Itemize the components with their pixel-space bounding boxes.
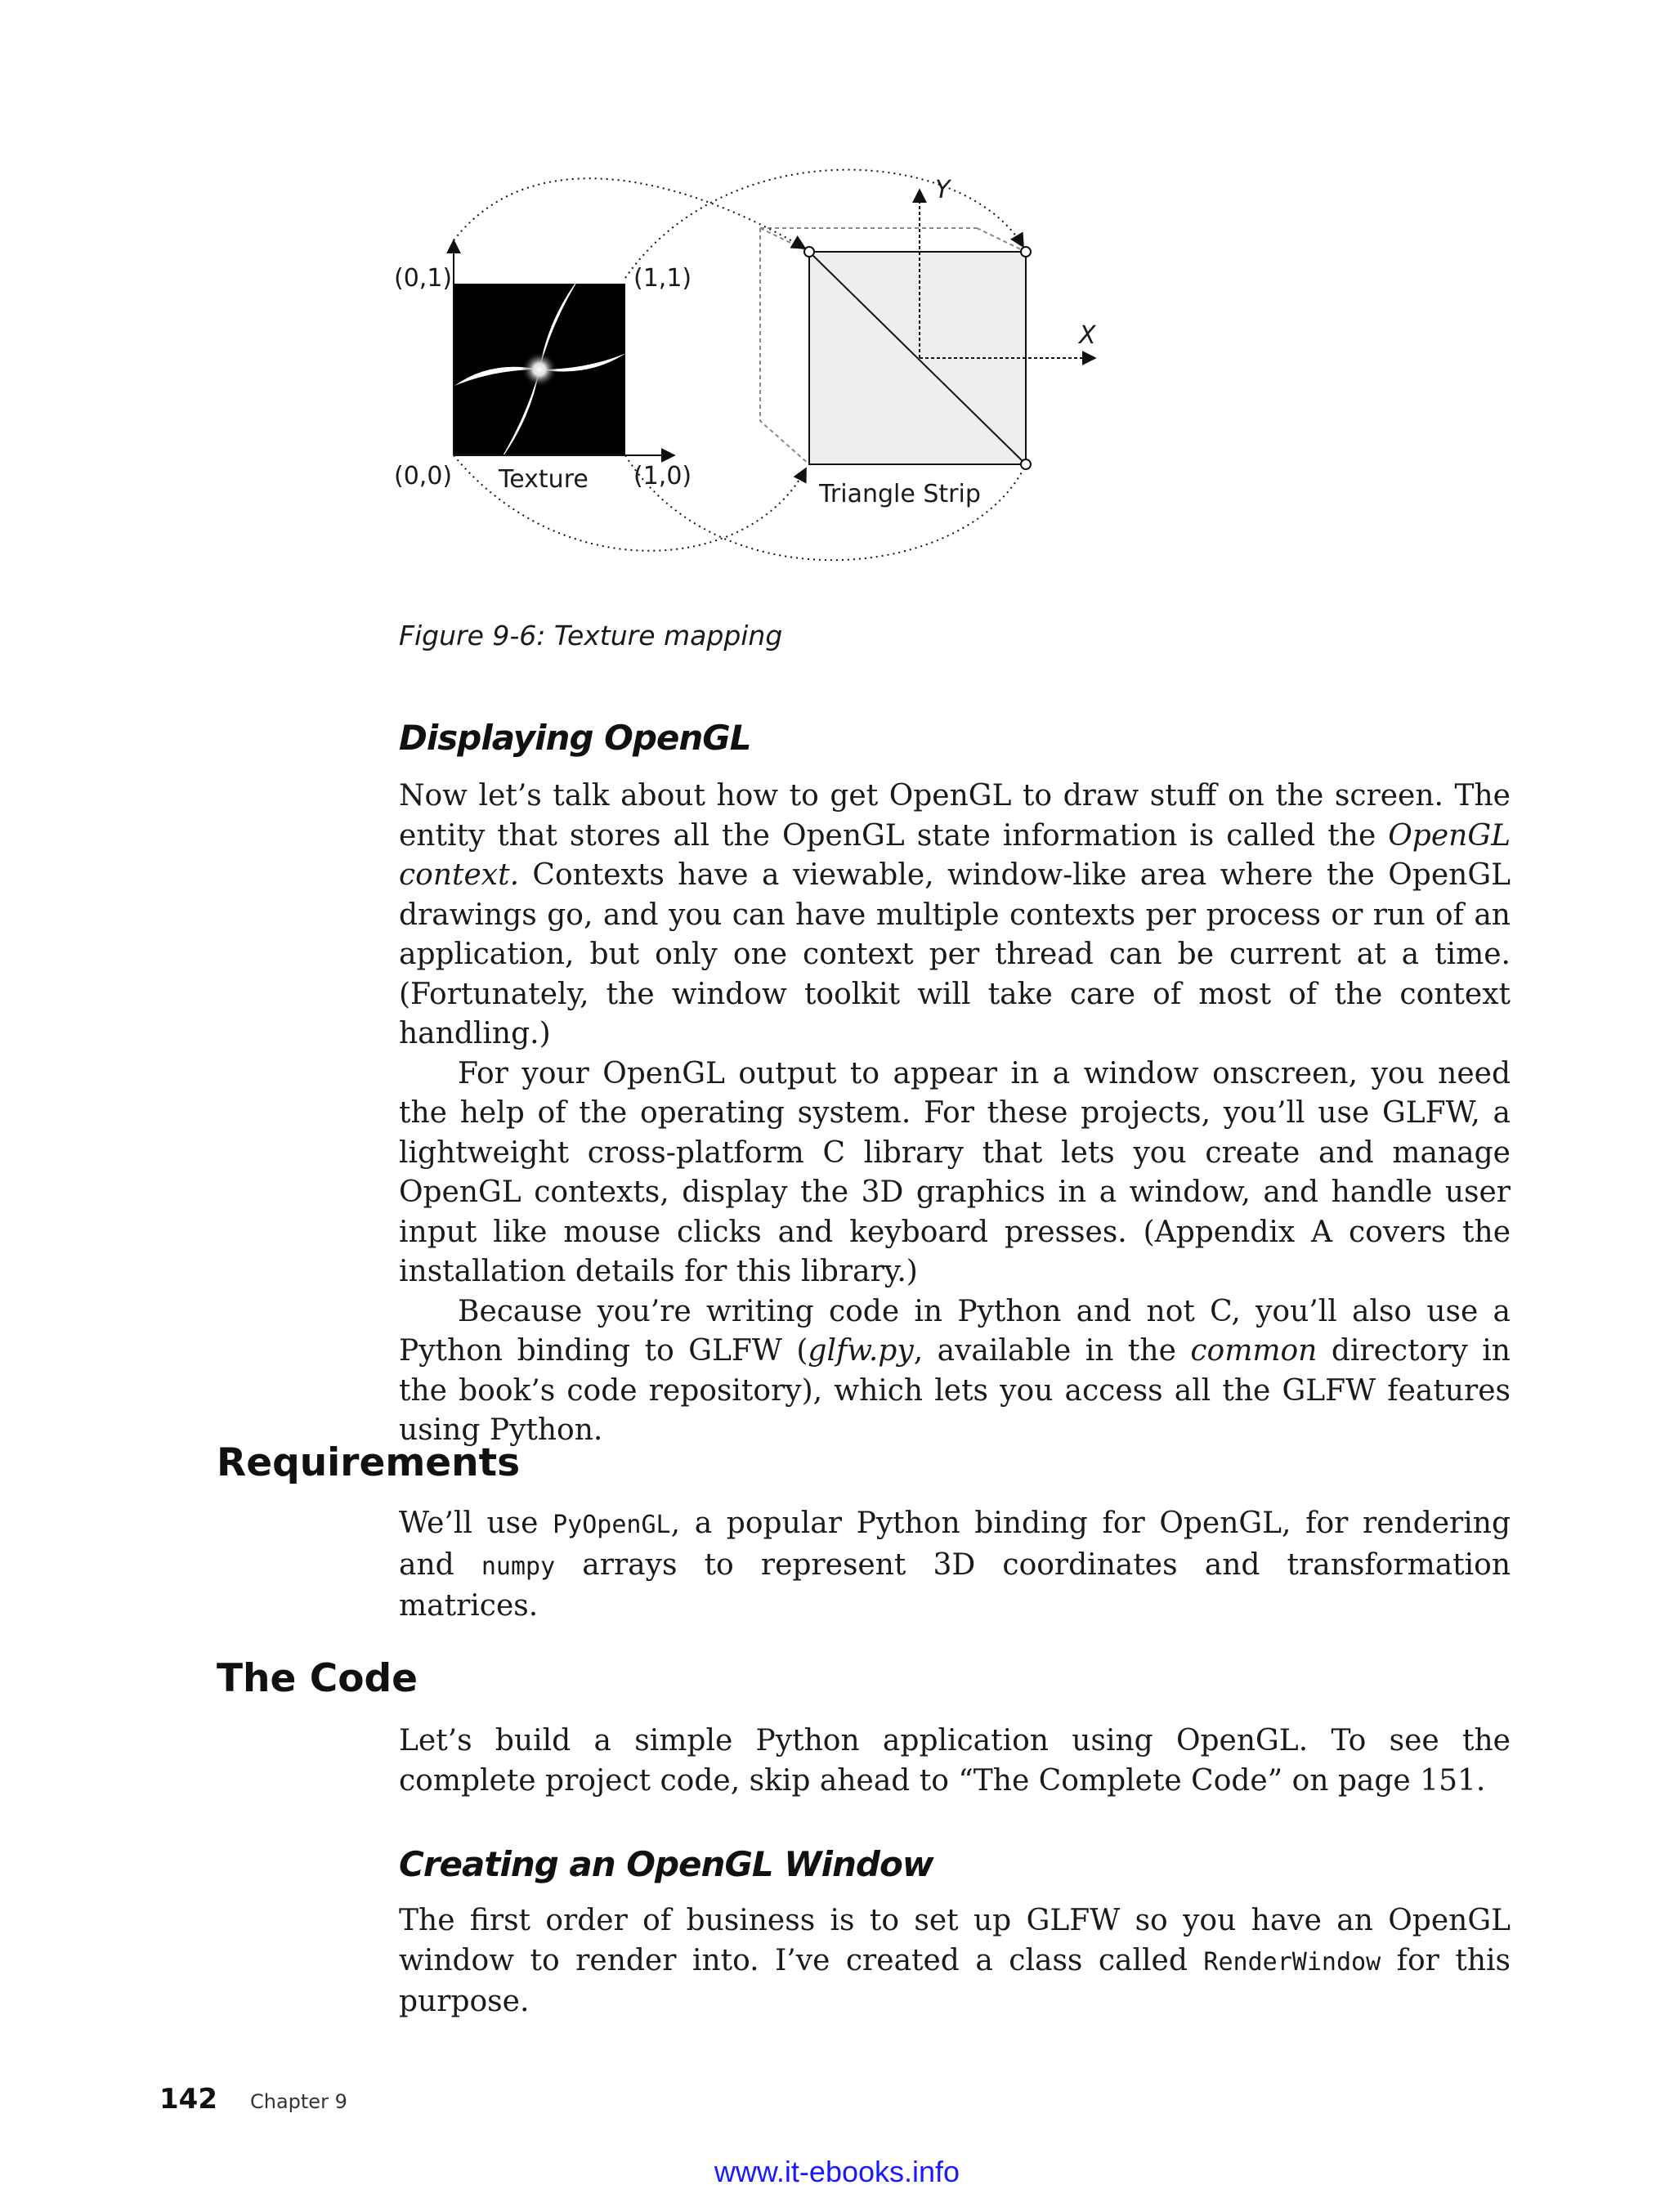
- x-axis-label: X: [1079, 321, 1096, 350]
- section-heading-creating-window: Creating an OpenGL Window: [399, 1844, 933, 1884]
- coord-bottom-left: (0,0): [394, 462, 453, 490]
- code-pyopengl: PyOpenGL: [553, 1511, 671, 1539]
- page-number: 142: [159, 2083, 217, 2116]
- paragraph: We’ll use PyOpenGL, a popular Python binding for OpenGL, for rendering and numpy arrays to represent 3D coordinates and transformation matrices.: [399, 1507, 1511, 1623]
- vertex-bottom-right: [1021, 459, 1031, 469]
- chapter-label: Chapter 9: [249, 2090, 347, 2113]
- coord-top-right: (1,1): [633, 264, 692, 293]
- vertex-top-right: [1021, 247, 1031, 257]
- code-renderwindow: RenderWindow: [1203, 1947, 1381, 1977]
- page-footer: [159, 2083, 347, 2116]
- coord-bottom-right: (1,0): [633, 462, 692, 490]
- coord-top-left: (0,1): [394, 264, 453, 293]
- figure-caption: Figure 9-6: Texture mapping: [399, 620, 783, 652]
- paragraph: Because you’re writing code in Python and not C, you’ll also use a Python binding to GLFW (glfw.py, available in the common directory in the book’s code repository), which lets you access all the GLFW features using Python.: [399, 1294, 1511, 1447]
- code-numpy: numpy: [481, 1552, 556, 1581]
- y-axis-label: Y: [935, 176, 951, 204]
- watermark-link[interactable]: www.it-ebooks.info: [714, 2155, 960, 2188]
- triangle-strip-label: Triangle Strip: [819, 480, 981, 508]
- section-heading-the-code: The Code: [217, 1656, 418, 1701]
- the-code-body: [399, 1722, 1511, 1801]
- texture-mapping-figure: [376, 155, 1112, 613]
- vertex-top-left: [804, 247, 814, 257]
- texture-square: [454, 276, 626, 463]
- texture-label: Texture: [499, 465, 589, 494]
- requirements-body: [399, 1504, 1511, 1627]
- creating-window-body: [399, 1901, 1511, 2022]
- section-heading-displaying-opengl: Displaying OpenGL: [399, 718, 751, 758]
- paragraph: Let’s build a simple Python application using OpenGL. To see the complete project code, skip ahead to “The Complete Code” on page 151.: [399, 1724, 1511, 1798]
- displaying-opengl-body: [399, 777, 1511, 1451]
- paragraph: Now let’s talk about how to get OpenGL to draw stuff on the screen. The entity that stores all the OpenGL state information is called the OpenGL context. Contexts have a viewable, window-like area where the OpenGL drawings go, and you can have multiple contexts per process or run of an application, but only one context per thread can be current at a time. (Fortunately, the window toolkit will take care of most of the context handling.): [399, 779, 1511, 1050]
- section-heading-requirements: Requirements: [217, 1440, 521, 1485]
- paragraph: For your OpenGL output to appear in a window onscreen, you need the help of the operating system. For these projects, you’ll use GLFW, a lightweight cross-platform C library that lets you create and manage OpenGL contexts, display the 3D graphics in a window, and handle user input like mouse clicks and keyboard presses. (Appendix A covers the installation details for this library.): [399, 1056, 1511, 1288]
- paragraph: The first order of business is to set up GLFW so you have an OpenGL window to render into. I’ve created a class called RenderWindow for this purpose.: [399, 1904, 1511, 2018]
